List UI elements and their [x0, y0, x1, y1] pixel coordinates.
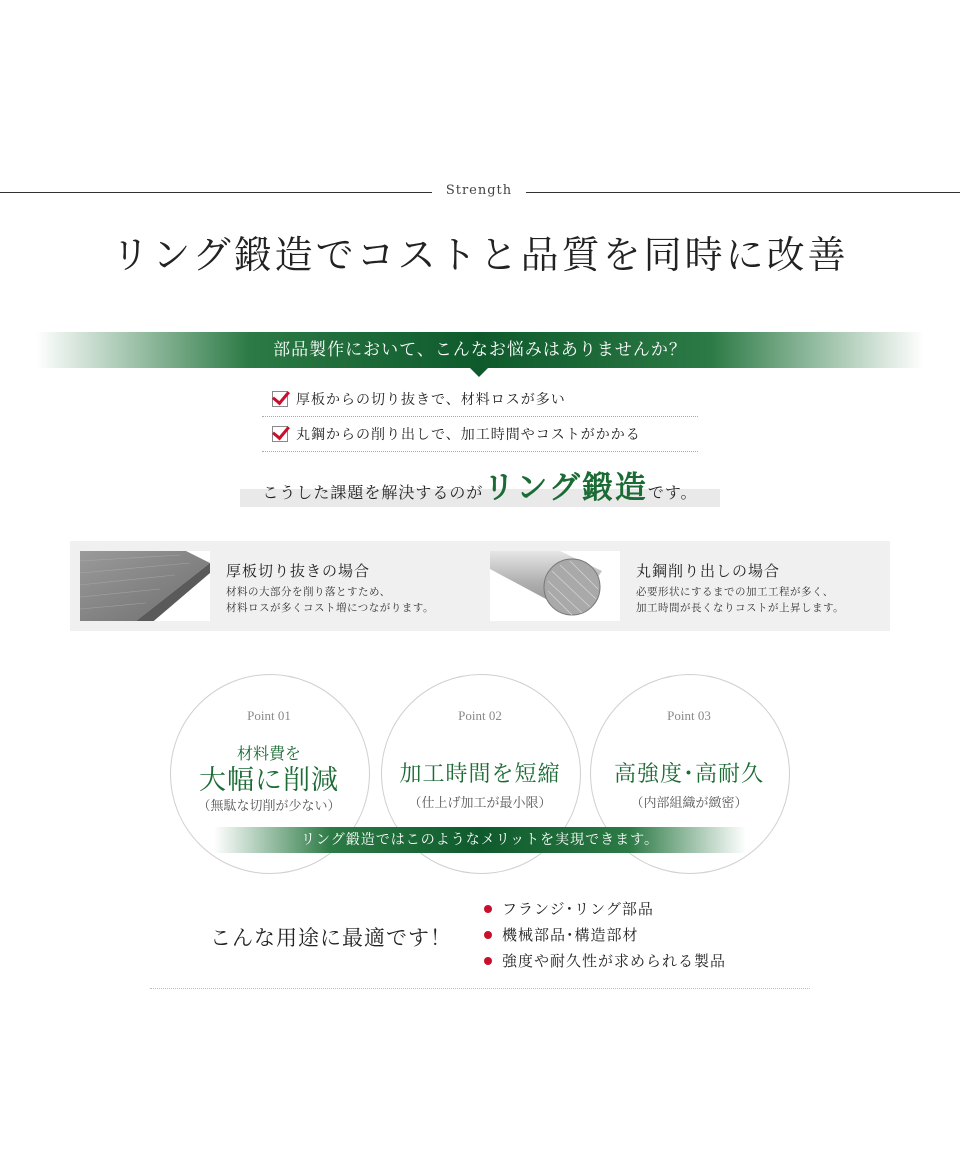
comparison-desc-line: 加工時間が長くなりコストが上昇します。: [636, 602, 845, 614]
checkmark-icon: [272, 391, 288, 407]
point-main: 大幅に削減: [199, 765, 339, 796]
point-sub: （無駄な切削が少ない）: [197, 799, 341, 814]
bullet-icon: [484, 957, 492, 965]
heading-rule-right: [526, 192, 960, 193]
comparison-desc: [226, 584, 434, 616]
round-bar-image: [490, 551, 620, 621]
point-label: Point 02: [458, 708, 502, 723]
bullet-icon: [484, 931, 492, 939]
comparison-title: 厚板切り抜きの場合: [226, 562, 371, 580]
comparison-desc-line: 材料ロスが多くコスト増につながります。: [226, 602, 434, 614]
comparison-desc-line: 必要形状にするまでの加工工程が多く、: [636, 586, 834, 598]
problem-banner: 部品製作において、こんなお悩みはありませんか？: [36, 332, 924, 368]
point-sub: （内部組織が緻密）: [630, 796, 748, 811]
merit-banner: リング鍛造ではこのようなメリットを実現できます。: [214, 827, 746, 853]
list-item: [484, 922, 726, 948]
thick-plate-image: [80, 551, 210, 621]
use-item-text: 機械部品･構造部材: [502, 926, 639, 944]
solution-post: です。: [647, 483, 698, 502]
section-eyebrow: Strength: [445, 183, 513, 198]
problem-item-text: 丸鋼からの削り出しで、加工時間やコストがかかる: [296, 427, 641, 443]
use-item-text: フランジ･リング部品: [502, 900, 654, 918]
problem-item-text: 厚板からの切り抜きで、材料ロスが多い: [296, 392, 566, 408]
comparison-desc: [636, 584, 844, 616]
problem-checklist: [262, 382, 698, 452]
banner-pointer: [470, 368, 488, 377]
use-item-text: 強度や耐久性が求められる製品: [502, 952, 727, 970]
point-label: Point 03: [667, 708, 711, 723]
heading-rule-left: [0, 192, 432, 193]
section-headline: リング鍛造でコストと品質を同時に改善: [111, 233, 849, 277]
list-item: [484, 948, 726, 974]
list-item: [484, 896, 726, 922]
solution-pre: こうした課題を解決するのが: [262, 483, 484, 502]
solution-line: [240, 462, 720, 507]
point-lead: 材料費を: [236, 744, 301, 763]
problem-item: [262, 382, 698, 417]
point-main: 加工時間を短縮: [399, 762, 561, 787]
comparison-title: 丸鋼削り出しの場合: [636, 562, 781, 580]
problem-item: [262, 417, 698, 452]
comparison-desc-line: 材料の大部分を削り落とすため、: [226, 586, 391, 598]
checkmark-icon: [272, 426, 288, 442]
uses-list: [484, 896, 726, 974]
comparison-box: [70, 541, 890, 631]
point-label: Point 01: [247, 708, 291, 723]
point-sub: （仕上げ加工が最小限）: [408, 796, 552, 811]
bullet-icon: [484, 905, 492, 913]
bottom-divider: [150, 988, 810, 989]
point-main: 高強度･高耐久: [613, 762, 764, 787]
solution-emphasis: リング鍛造: [483, 470, 648, 506]
uses-lead: こんな用途に最適です！: [210, 926, 452, 950]
